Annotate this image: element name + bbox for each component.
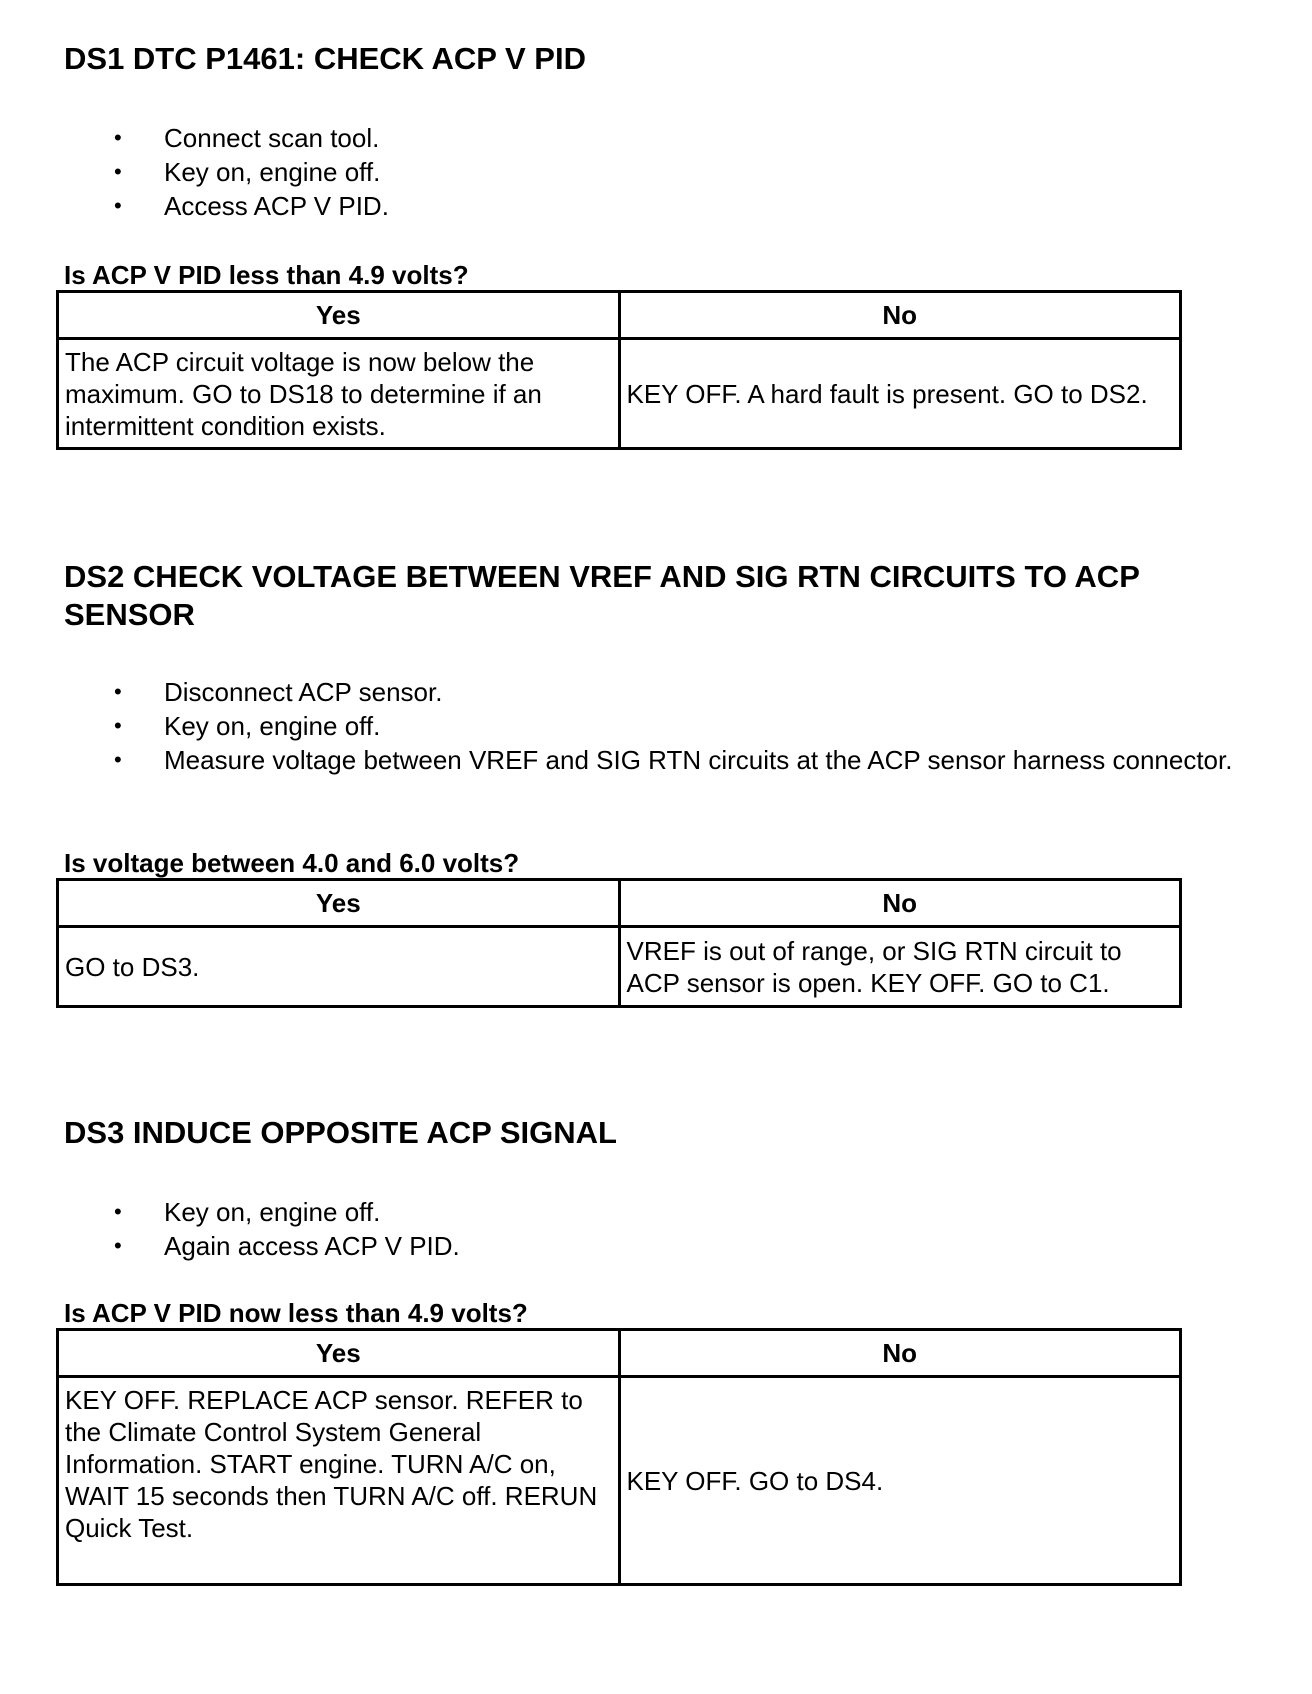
step-list [114,1196,1244,1264]
bullet-icon: • [114,713,122,738]
section-ds3 [64,1114,1244,1543]
step-list [114,676,1244,778]
yes-header: Yes [58,880,620,927]
no-result: VREF is out of range, or SIG RTN circuit to ACP sensor is open. KEY OFF. GO to C1. [619,927,1181,1007]
table-header-row [58,1330,1181,1377]
bullet-icon: • [114,159,122,184]
bullet-icon: • [114,1233,122,1258]
step-text: Access ACP V PID. [164,191,389,221]
decision-question: Is ACP V PID less than 4.9 volts? [64,260,469,290]
bullet-icon: • [114,747,122,772]
table-row [58,339,1181,449]
step-text: Key on, engine off. [164,157,381,187]
table-header-row [58,292,1181,339]
bullet-icon: • [114,125,122,150]
step-text: Disconnect ACP sensor. [164,677,443,707]
decision-table [56,1328,1182,1586]
step-text: Measure voltage between VREF and SIG RTN circuits at the ACP sensor harness connector. [164,745,1233,775]
no-result: KEY OFF. A hard fault is present. GO to DS2. [619,339,1181,449]
no-header: No [619,292,1181,339]
bullet-icon: • [114,193,122,218]
step-item [114,190,1244,222]
table-row [58,1377,1181,1585]
step-item [114,156,1244,188]
section-title: DS2 CHECK VOLTAGE BETWEEN VREF AND SIG RTN CIRCUITS TO ACP SENSOR [64,559,1140,632]
section-title: DS3 INDUCE OPPOSITE ACP SIGNAL [64,1115,617,1150]
no-header: No [619,880,1181,927]
step-item [114,710,1244,742]
section-ds2 [64,558,1244,998]
yes-result: The ACP circuit voltage is now below the maximum. GO to DS18 to determine if an intermittent condition exists. [58,339,620,449]
step-text: Connect scan tool. [164,123,380,153]
step-item [114,1196,1244,1228]
step-item [114,676,1244,708]
step-text: Key on, engine off. [164,711,381,741]
yes-result: KEY OFF. REPLACE ACP sensor. REFER to the Climate Control System General Information. START engine. TURN A/C on, WAIT 15 seconds then TURN A/C off. RERUN Quick Test. [58,1377,620,1585]
step-item [114,1230,1244,1262]
yes-header: Yes [58,292,620,339]
step-text: Key on, engine off. [164,1197,381,1227]
decision-question: Is voltage between 4.0 and 6.0 volts? [64,848,520,878]
step-item [114,744,1244,776]
decision-table [56,290,1182,450]
decision-table [56,878,1182,1008]
no-header: No [619,1330,1181,1377]
section-title: DS1 DTC P1461: CHECK ACP V PID [64,41,586,76]
step-list [114,122,1244,224]
yes-result: GO to DS3. [58,927,620,1007]
bullet-icon: • [114,679,122,704]
no-result: KEY OFF. GO to DS4. [619,1377,1181,1585]
yes-header: Yes [58,1330,620,1377]
section-ds1 [64,40,1244,441]
table-row [58,927,1181,1007]
table-header-row [58,880,1181,927]
decision-question: Is ACP V PID now less than 4.9 volts? [64,1298,528,1328]
step-text: Again access ACP V PID. [164,1231,460,1261]
bullet-icon: • [114,1199,122,1224]
step-item [114,122,1244,154]
